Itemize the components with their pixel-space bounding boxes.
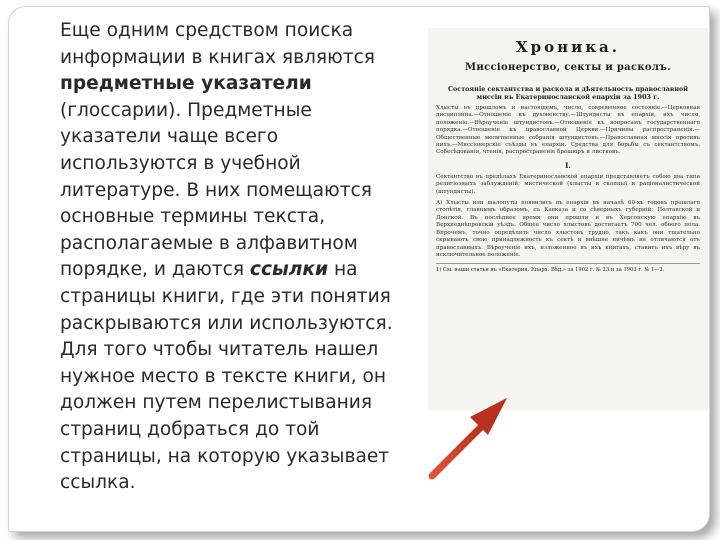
body-text-part1: Еще одним средством поиска информации в книгах являются [60,20,375,68]
body-text-part3: на страницы книги, где эти понятия раскрываются или используются. Для того чтобы читатель нашел нужное место в тексте книги, он должен путем перелистывания страниц добраться до той страницы, на которую указывает ссылка. [60,259,393,494]
scan-section-number: I. [565,160,571,170]
bold-term-subject-indexes: предметные указатели [60,73,312,95]
scan-paragraph-3: А) Хлысты или шалопуты появились въ епархіи въ началѣ 60-хъ годовъ прошлаго столѣтія, главнымъ образомъ, съ Кавказа и со сѣверныхъ губерній: Полтавской и Донской. Въ послѣднее время они прошли и въ Херсонскую епархію въ Верхнеднѣпровскій уѣздъ. Общее число хлыстовъ достигаетъ 700 чел. обоего пола. Впрочемъ, точно опредѣлить число хлыстовъ трудно, такъ какъ они тщательно скрываютъ свою принадлежность къ сектѣ и внѣшне ничѣмъ не отличаются отъ православныхъ. Вѣроученіе ихъ, изложенное въ ихъ книгахъ, ставитъ ихъ вѣру въ исключительное положеніе. [436,200,700,258]
main-paragraph [60,18,412,497]
scan-title: Хроника. [515,38,620,56]
italic-term-links: ссылки [249,259,329,281]
body-text-part2: (глоссарии). Предметные указатели чаще всего используются в учебной литературе. В них помещаются основные термины текста, располагаемые в алфавитном порядке, и даются [60,99,372,281]
scan-paragraph-1: Хлысты въ прошломъ и настоящемъ, число, современное состояніе.—Церковная дисциплина.—Отношеніе къ духовенству.—Штундисты въ епархіи, ихъ число, положеніе.—Вѣроученіе штундистовъ.—Отношеніе къ вопросамъ государственнаго порядка.—Отношеніе къ православной Церкви.—Причины распространенія.—Общественные молитвенные собранія штундистовъ.—Православная миссія противъ нихъ.—Миссіонерскіе съѣзды въ епархіи. Средства для борьбы съ сектантствомъ. Собесѣдованія, чтенія, распространеніе брошюръ и листковъ. [436,105,700,156]
scan-paragraph-2: Сектантство въ предѣлахъ Екатеринославской епархіи представляетъ собою два типа религіозныхъ заблужденій: мистической (хлысты и скопцы) и раціоналистической (штундисты). [436,173,700,195]
scan-footnote: 1) См. наши статьи въ «Екатерин. Епарх. Вѣд.» за 1902 г. № 23 и за 1903 г. № 1—2. [436,263,700,274]
scan-subtitle: Миссіонерство, секты и расколъ. [465,62,671,73]
scanned-book-page [428,28,708,410]
scan-caption: Состояніе сектантства и раскола и дѣятельность православной миссіи въ Екатеринославской епархіи за 1903 г. [447,85,689,101]
